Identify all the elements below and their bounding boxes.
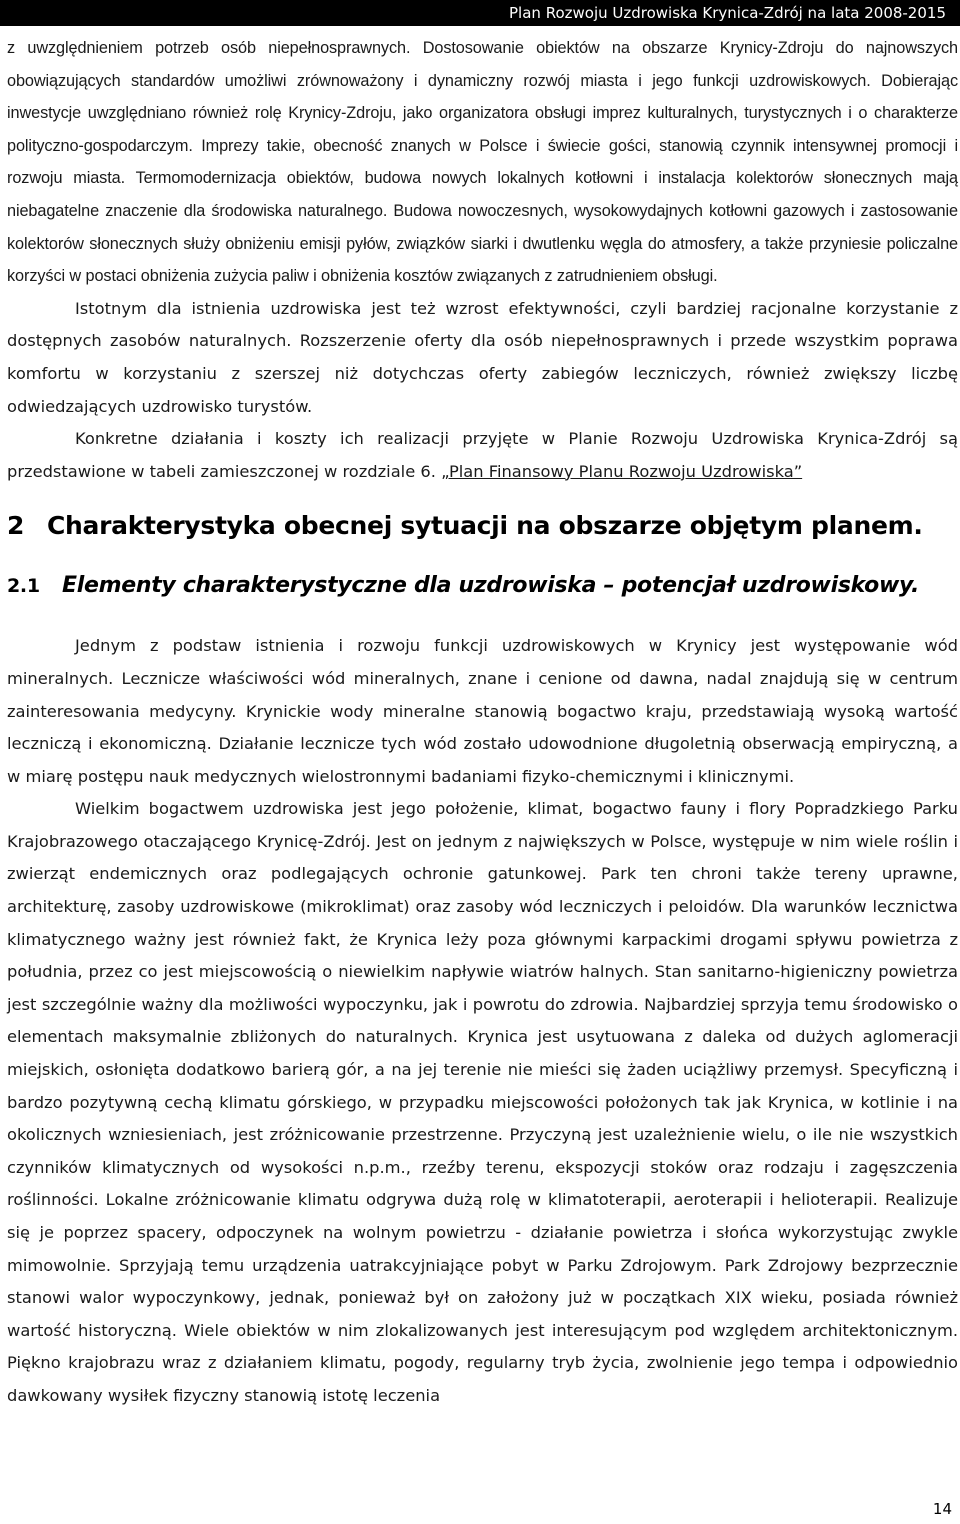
subsection-title: Elementy charakterystyczne dla uzdrowiska – potencjał uzdrowiskowy.: [62, 573, 920, 599]
section-title: Charakterystyka obecnej sytuacji na obszarze objętym planem.: [47, 511, 923, 541]
page-body: [7, 32, 958, 1413]
paragraph: Wielkim bogactwem uzdrowiska jest jego położenie, klimat, bogactwo fauny i flory Popradzkiego Parku Krajobrazowego otaczającego Krynicę-Zdrój. Jest on jednym z największych w Polsce, występuje w nim wiele roślin i zwierząt endemicznych oraz podlegających ochronie gatunkowej. Park ten chroni także tereny uprawne, architekturę, zasoby uzdrowiskowe (mikroklimat) oraz zasoby wód leczniczych i peloidów. Dla warunków lecznictwa klimatycznego ważny jest również fakt, że Krynica leży poza głównymi karpackimi drogami spływu powietrza z południa, przez co jest miejscowością o niewielkim napływie wiatrów halnych. Stan sanitarno-higieniczny powietrza jest szczególnie ważny dla możliwości wypoczynku, jak i powrotu do zdrowia. Najbardziej sprzyja temu środowisko o elementach maksymalnie zbliżonych do naturalnych. Krynica jest usytuowana z daleka od dużych aglomeracji miejskich, osłonięta dodatkowo barierą gór, a na jej terenie nie mieści się żaden uciążliwy przemysł. Specyficzną i bardzo pozytywną cechą klimatu górskiego, w przypadku miejscowości położonych tak jak Krynica, w kotlinie i na okolicznych wzniesieniach, jest zróżnicowanie przestrzenne. Przyczyną jest uzależnienie wielu, o ile nie wszystkich czynników klimatycznych od wysokości n.p.m., rzeźby terenu, ekspozycji stoków oraz rodzaju i zagęszczenia roślinności. Lokalne zróżnicowanie klimatu odgrywa dużą rolę w klimatoterapii, aeroterapii i helioterapii. Realizuje się je poprzez spacery, odpoczynek na wolnym powietrzu - działanie powietrza i słońca wykorzystując zwykle mimowolnie. Sprzyjają temu urządzenia uatrakcyjniające pobyt w Parku Zdrojowym. Park Zdrojowy bezprzecznie stanowi walor wypoczynkowy, jednak, ponieważ był on założony już w początkach XIX wieku, posiada również wartość historyczną. Wiele obiektów w nim zlokalizowanych jest interesującym pod względem architektonicznym. Piękno krajobrazu wraz z działaniem klimatu, pogody, regularny tryb życia, zwolnienie jego tempa i odpowiednio dawkowany wysiłek fizyczny stanowią istotę leczenia: [7, 799, 958, 1405]
page-number: 14: [932, 1500, 952, 1518]
paragraph: z uwzględnieniem potrzeb osób niepełnosprawnych. Dostosowanie obiektów na obszarze Krynicy-Zdroju do najnowszych obowiązujących standardów umożliwi zrównoważony i dynamiczny rozwój miasta i jego funkcji uzdrowiskowych. Dobierając inwestycje uwzględniano również rolę Krynicy-Zdroju, jako organizatora obsługi imprez kulturalnych, turystycznych i o charakterze polityczno-gospodarczym. Imprezy takie, obecność znanych w Polsce i świecie gości, stanowią czynnik intensywnej promocji i rozwoju miasta. Termomodernizacja obiektów, budowa nowych lokalnych kotłowni i instalacja kolektorów słonecznych mają niebagatelne znaczenie dla środowiska naturalnego. Budowa nowoczesnych, wysokowydajnych kotłowni gazowych i zastosowanie kolektorów słonecznych służy obniżeniu emisji pyłów, związków siarki i dwutlenku węgla do atmosfery, a także przyniesie policzalne korzyści w postaci obniżenia zużycia paliw i obniżenia kosztów związanych z zatrudnieniem obsługi.: [7, 39, 958, 286]
chapter-reference-link[interactable]: „Plan Finansowy Planu Rozwoju Uzdrowiska”: [441, 461, 803, 481]
section-number: 2: [7, 511, 25, 541]
spacer: [7, 602, 958, 630]
running-title: Plan Rozwoju Uzdrowiska Krynica-Zdrój na lata 2008-2015: [509, 4, 946, 22]
subsection-heading: [7, 570, 958, 602]
paragraph: [7, 423, 958, 488]
paragraph: Istotnym dla istnienia uzdrowiska jest też wzrost efektywności, czyli bardziej racjonalne korzystanie z dostępnych zasobów naturalnych. Rozszerzenie oferty dla osób niepełnosprawnych i przede wszystkim poprawa komfortu w korzystaniu z szerszej niż dotychczas oferty zabiegów leczniczych, również zwiększy liczbę odwiedzających uzdrowisko turystów.: [7, 298, 958, 416]
subsection-number: 2.1: [7, 575, 40, 598]
running-header: [0, 0, 960, 26]
section-heading: [7, 508, 958, 544]
paragraph: Jednym z podstaw istnienia i rozwoju funkcji uzdrowiskowych w Krynicy jest występowanie wód mineralnych. Lecznicze właściwości wód mineralnych, znane i cenione od dawna, nadal znajdują się w centrum zainteresowania medycyny. Krynickie wody mineralne stanowią bogactwo kraju, przedstawiają wysoką wartość leczniczą i ekonomiczną. Działanie lecznicze tych wód zostało udowodnione długoletnią obserwacją empiryczną, a w miarę postępu nauk medycznych wielostronnymi badaniami fizyko-chemicznymi i klinicznymi.: [7, 636, 958, 786]
paragraph-text: Konkretne działania i koszty ich realizacji przyjęte w Planie Rozwoju Uzdrowiska Krynica-Zdrój są przedstawione w tabeli zamieszczonej w rozdziale 6.: [7, 429, 958, 481]
